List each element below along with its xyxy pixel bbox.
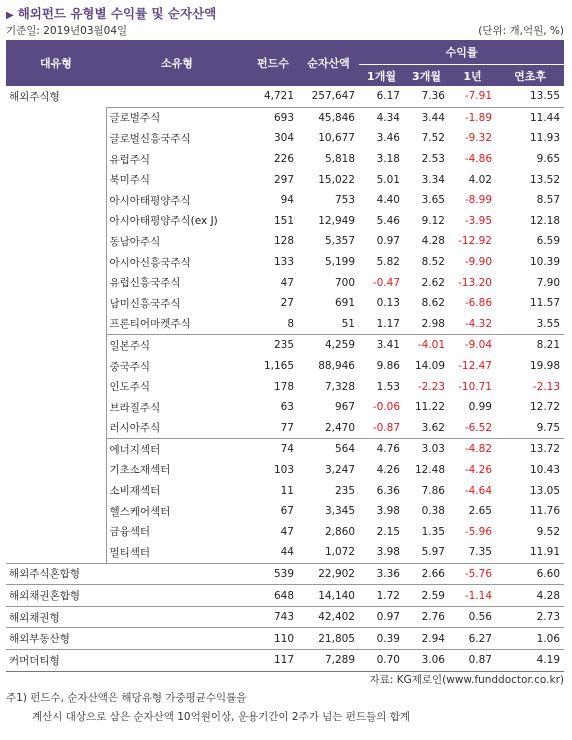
net-assets-cell: 235 [334,484,355,497]
net-assets-cell: 51 [341,317,355,330]
return-1-month-cell: 0.97 [376,235,400,248]
net-assets-cell: 257,647 [311,90,355,103]
return-1-month-cell: 5.01 [376,173,400,186]
return-1-year-cell: -13.20 [458,276,492,289]
major-type-cell [6,169,106,190]
return-3-month-cell: 11.22 [414,401,445,414]
return-ytd-cell: 11.76 [529,505,561,518]
minor-type-cell: 소비재섹터 [106,480,248,501]
return-1-month-cell: 4.26 [376,463,400,476]
return-3-month-cell: 7.52 [421,132,445,145]
return-3-month-cell: 12.48 [414,463,445,476]
major-type-cell [6,128,106,149]
return-1-month-cell: 3.36 [359,563,404,585]
major-type-cell [6,293,106,314]
return-ytd-cell: 11.44 [496,107,564,128]
triangle-bullet-icon: ▶ [6,10,14,21]
major-type-cell [6,272,106,293]
major-type-cell [6,107,106,128]
net-assets-cell: 700 [334,276,355,289]
major-type-cell: 해외주식혼합형 [6,563,106,585]
return-1-month-cell: 4.76 [359,439,404,460]
fund-count-cell: 743 [248,606,298,628]
return-ytd-cell: 4.28 [496,585,564,607]
return-3-month-cell: 2.59 [404,585,449,607]
minor-type-cell: 남미신흥국주식 [106,293,248,314]
header-minor-type: 소유형 [106,40,248,86]
fund-count-cell: 648 [248,585,298,607]
table-body [6,86,564,671]
return-1-month-cell: 5.82 [376,256,400,269]
return-ytd-cell: 11.91 [529,546,561,559]
return-1-month-cell: -0.47 [372,276,400,289]
table-row [6,169,564,190]
return-3-month-cell: 7.86 [421,484,445,497]
return-3-month-cell: 4.28 [421,235,445,248]
fund-count-cell: 67 [280,505,294,518]
fund-count-cell: 47 [280,276,294,289]
return-3-month-cell: -4.01 [404,335,449,356]
return-1-month-cell: 4.40 [376,194,400,207]
return-ytd-cell: 6.59 [536,235,561,248]
header-returns: 수익률 [359,40,564,65]
minor-type-cell: 중국주식 [106,356,248,377]
minor-type-cell: 글로벌신흥국주식 [106,128,248,149]
net-assets-cell: 691 [334,297,355,310]
fund-count-cell: 304 [273,132,294,145]
minor-type-cell: 아시아신흥국주식 [106,252,248,273]
source-note: 자료: KG제로인(www.funddoctor.co.kr) [369,674,564,686]
minor-type-cell [106,628,248,650]
return-ytd-cell: 7.90 [536,276,561,289]
return-1-year-cell: -4.86 [464,153,492,166]
table-row [6,650,564,672]
major-type-cell: 해외부동산형 [6,628,106,650]
table-row [6,149,564,170]
fund-count-cell: 1,165 [263,360,294,373]
fund-count-cell: 63 [280,401,294,414]
net-assets-cell: 967 [334,401,355,414]
table-row [6,628,564,650]
return-ytd-cell: 3.55 [536,317,561,330]
fund-count-cell: 103 [273,463,294,476]
net-assets-cell: 5,199 [324,256,355,269]
minor-type-cell [106,606,248,628]
fund-count-cell: 47 [280,525,294,538]
fund-count-cell: 4,721 [263,90,294,103]
minor-type-cell [106,86,248,107]
major-type-cell [6,149,106,170]
major-type-cell: 해외채권형 [6,606,106,628]
return-3-month-cell: 7.36 [421,90,445,103]
major-type-cell [6,397,106,418]
return-3-month-cell: 3.62 [421,421,445,434]
fund-count-cell: 128 [273,235,294,248]
return-ytd-cell: 1.06 [496,628,564,650]
net-assets-cell: 14,140 [298,585,359,607]
major-type-cell [6,501,106,522]
net-assets-cell: 15,022 [318,173,355,186]
table-row [6,585,564,607]
return-ytd-cell: 13.52 [529,173,561,186]
fund-count-cell: 235 [248,335,298,356]
fund-count-cell: 110 [248,628,298,650]
return-1-month-cell: 9.86 [376,360,400,373]
minor-type-cell: 러시아주식 [106,418,248,439]
minor-type-cell: 멀티섹터 [106,542,248,563]
minor-type-cell: 프론티어마켓주식 [106,314,248,335]
net-assets-cell: 1,072 [324,546,355,559]
return-ytd-cell: 9.52 [536,525,561,538]
minor-type-cell: 동남아주식 [106,231,248,252]
return-ytd-cell: 13.72 [496,439,564,460]
table-row [6,501,564,522]
major-type-cell [6,439,106,460]
minor-type-cell [106,563,248,585]
return-3-month-cell: 2.53 [421,153,445,166]
return-3-month-cell: 8.52 [421,256,445,269]
return-1-year-cell: 0.56 [449,606,496,628]
return-3-month-cell: 0.38 [421,505,445,518]
return-3-month-cell: 1.35 [421,525,445,538]
net-assets-cell: 2,470 [324,421,355,434]
table-row [6,356,564,377]
return-3-month-cell: 14.09 [414,360,445,373]
return-1-month-cell: 1.53 [376,380,400,393]
table-row [6,293,564,314]
fund-returns-table [6,40,564,672]
fund-count-cell: 693 [248,107,298,128]
return-1-year-cell: -12.92 [458,235,492,248]
net-assets-cell: 10,677 [318,132,355,145]
net-assets-cell: 21,805 [298,628,359,650]
net-assets-cell: 7,289 [298,650,359,672]
major-type-cell [6,480,106,501]
return-ytd-cell: 9.75 [536,421,561,434]
return-1-month-cell: 3.98 [376,546,400,559]
table-row [6,439,564,460]
return-1-year-cell: -1.14 [449,585,496,607]
return-1-year-cell: 0.87 [449,650,496,672]
minor-type-cell [106,585,248,607]
major-type-cell: 해외주식형 [9,91,60,104]
header-net-assets: 순자산액 [298,40,359,86]
table-row [6,335,564,356]
major-type-cell: 커머더티형 [6,650,106,672]
return-1-month-cell: 4.34 [359,107,404,128]
return-ytd-cell: 10.39 [529,256,561,269]
unit-note: (단위: 개,억원, %) [478,25,564,37]
table-row [6,480,564,501]
return-1-year-cell: -6.52 [464,421,492,434]
return-1-month-cell: 3.46 [376,132,400,145]
major-type-cell [6,314,106,335]
minor-type-cell: 브라질주식 [106,397,248,418]
fund-count-cell: 77 [280,421,294,434]
major-type-cell [6,376,106,397]
minor-type-cell: 에너지섹터 [106,439,248,460]
minor-type-cell: 아시아태평양주식(ex J) [106,211,248,232]
fund-count-cell: 117 [248,650,298,672]
header-3-month: 3개월 [404,65,449,87]
table-row [6,107,564,128]
return-3-month-cell: 8.62 [421,297,445,310]
fund-count-cell: 27 [280,297,294,310]
return-ytd-cell: 13.05 [529,484,561,497]
net-assets-cell: 3,345 [324,505,355,518]
minor-type-cell: 일본주식 [106,335,248,356]
table-row [6,314,564,335]
footnote-line-2: 계산시 대상으로 삼은 순자산액 10억원이상, 운용기간이 2주가 넘는 펀드들의 합계 [32,711,410,723]
return-1-month-cell: 1.17 [376,317,400,330]
footnote-line-1: 주1) 펀드수, 순자산액은 해당유형 가중평균수익률을 [6,692,247,704]
sub-header [6,23,564,38]
minor-type-cell: 유럽신흥국주식 [106,272,248,293]
major-type-cell [6,335,106,356]
return-1-year-cell: -3.95 [464,214,492,227]
net-assets-cell: 45,846 [298,107,359,128]
header-1-month: 1개월 [359,65,404,87]
return-ytd-cell: 13.55 [529,90,561,103]
return-1-year-cell: -10.71 [458,380,492,393]
return-1-month-cell: 3.18 [376,153,400,166]
net-assets-cell: 42,402 [298,606,359,628]
return-1-month-cell: 0.13 [376,297,400,310]
return-1-month-cell: 5.46 [376,214,400,227]
return-ytd-cell: 4.19 [496,650,564,672]
major-type-cell [6,460,106,481]
return-1-year-cell: -9.04 [449,335,496,356]
return-ytd-cell: 19.98 [529,360,561,373]
return-1-month-cell: 1.72 [359,585,404,607]
base-date: 기준일: 2019년03월04일 [6,25,128,37]
return-1-month-cell: 0.70 [359,650,404,672]
table-row [6,252,564,273]
table-row [6,418,564,439]
table-row [6,460,564,481]
fund-count-cell: 178 [273,380,294,393]
return-3-month-cell: 3.44 [404,107,449,128]
return-ytd-cell: 8.57 [536,194,561,207]
return-3-month-cell: 2.98 [421,317,445,330]
return-1-year-cell: -4.26 [464,463,492,476]
major-type-cell [6,356,106,377]
return-3-month-cell: 2.94 [404,628,449,650]
return-3-month-cell: 3.06 [404,650,449,672]
minor-type-cell: 글로벌주식 [106,107,248,128]
major-type-cell [6,231,106,252]
return-ytd-cell: 9.65 [536,153,561,166]
return-1-year-cell: 0.99 [468,401,492,414]
major-type-cell [6,211,106,232]
return-3-month-cell: 5.97 [421,546,445,559]
minor-type-cell: 헬스케어섹터 [106,501,248,522]
net-assets-cell: 564 [298,439,359,460]
major-type-cell [6,542,106,563]
return-1-year-cell: -4.64 [464,484,492,497]
return-1-year-cell: 7.35 [468,546,492,559]
return-ytd-cell: 11.57 [529,297,561,310]
net-assets-cell: 88,946 [318,360,355,373]
fund-count-cell: 151 [273,214,294,227]
table-row [6,397,564,418]
net-assets-cell: 22,902 [298,563,359,585]
major-type-cell [6,521,106,542]
return-ytd-cell: 12.18 [529,214,561,227]
return-1-year-cell: -9.90 [464,256,492,269]
return-1-year-cell: 6.27 [449,628,496,650]
minor-type-cell: 유럽주식 [106,149,248,170]
table-row [6,231,564,252]
title-text: 해외펀드 유형별 수익률 및 순자산액 [17,6,217,21]
net-assets-cell: 753 [334,194,355,207]
table-row [6,376,564,397]
return-3-month-cell: 2.62 [421,276,445,289]
minor-type-cell [106,650,248,672]
minor-type-cell: 아시아태평양주식 [106,190,248,211]
net-assets-cell: 3,247 [324,463,355,476]
page-title [6,4,216,22]
net-assets-cell: 2,860 [324,525,355,538]
return-1-year-cell: -9.32 [464,132,492,145]
return-ytd-cell: 8.21 [496,335,564,356]
table-row [6,211,564,232]
fund-count-cell: 226 [273,153,294,166]
return-1-year-cell: -8.99 [464,194,492,207]
net-assets-cell: 5,818 [324,153,355,166]
major-type-cell [6,418,106,439]
fund-count-cell: 94 [280,194,294,207]
table-row [6,190,564,211]
fund-count-cell: 11 [280,484,294,497]
fund-count-cell: 539 [248,563,298,585]
return-1-year-cell: -12.47 [458,360,492,373]
return-1-month-cell: 3.98 [376,505,400,518]
return-ytd-cell: 10.43 [529,463,561,476]
table-row [6,272,564,293]
fund-count-cell: 133 [273,256,294,269]
return-1-month-cell: 6.36 [376,484,400,497]
table-row [6,128,564,149]
return-1-year-cell: -5.76 [449,563,496,585]
return-3-month-cell: 2.66 [404,563,449,585]
fund-count-cell: 297 [273,173,294,186]
return-1-year-cell: -4.82 [449,439,496,460]
return-3-month-cell: 2.76 [404,606,449,628]
minor-type-cell: 기초소재섹터 [106,460,248,481]
return-1-year-cell: -1.89 [449,107,496,128]
return-ytd-cell: 2.73 [496,606,564,628]
major-type-cell [6,252,106,273]
return-1-year-cell: -5.96 [464,525,492,538]
return-ytd-cell: 6.60 [496,563,564,585]
fund-count-cell: 74 [248,439,298,460]
return-1-month-cell: 0.39 [359,628,404,650]
return-3-month-cell: 3.03 [404,439,449,460]
header-major-type: 대유형 [6,40,106,86]
table-row [6,542,564,563]
table-row [6,606,564,628]
table-row [6,86,564,107]
return-1-year-cell: -4.32 [464,317,492,330]
return-ytd-cell: -2.13 [532,380,561,393]
table-row [6,521,564,542]
return-1-year-cell: 4.02 [468,173,492,186]
return-3-month-cell: 3.65 [421,194,445,207]
return-1-month-cell: 0.97 [359,606,404,628]
return-1-month-cell: -0.87 [372,421,400,434]
minor-type-cell: 인도주식 [106,376,248,397]
major-type-cell [6,190,106,211]
return-1-month-cell: 6.17 [376,90,400,103]
return-ytd-cell: 12.72 [529,401,561,414]
net-assets-cell: 7,328 [324,380,355,393]
return-1-year-cell: -6.86 [464,297,492,310]
return-1-month-cell: 2.15 [376,525,400,538]
minor-type-cell: 금융섹터 [106,521,248,542]
net-assets-cell: 5,357 [324,235,355,248]
return-1-month-cell: -0.06 [372,401,400,414]
fund-count-cell: 8 [287,317,294,330]
header-1-year: 1년 [449,65,496,87]
return-ytd-cell: 11.93 [529,132,561,145]
return-1-month-cell: 3.41 [359,335,404,356]
table-row [6,563,564,585]
net-assets-cell: 12,949 [318,214,355,227]
header-fund-count: 펀드수 [248,40,298,86]
return-3-month-cell: 3.34 [421,173,445,186]
header-ytd: 연초후 [496,65,564,87]
minor-type-cell: 북미주식 [106,169,248,190]
net-assets-cell: 4,259 [298,335,359,356]
return-3-month-cell: -2.23 [417,380,445,393]
return-1-year-cell: -7.91 [464,90,492,103]
return-3-month-cell: 9.12 [421,214,445,227]
fund-count-cell: 44 [280,546,294,559]
return-1-year-cell: 2.65 [468,505,492,518]
major-type-cell: 해외채권혼합형 [6,585,106,607]
